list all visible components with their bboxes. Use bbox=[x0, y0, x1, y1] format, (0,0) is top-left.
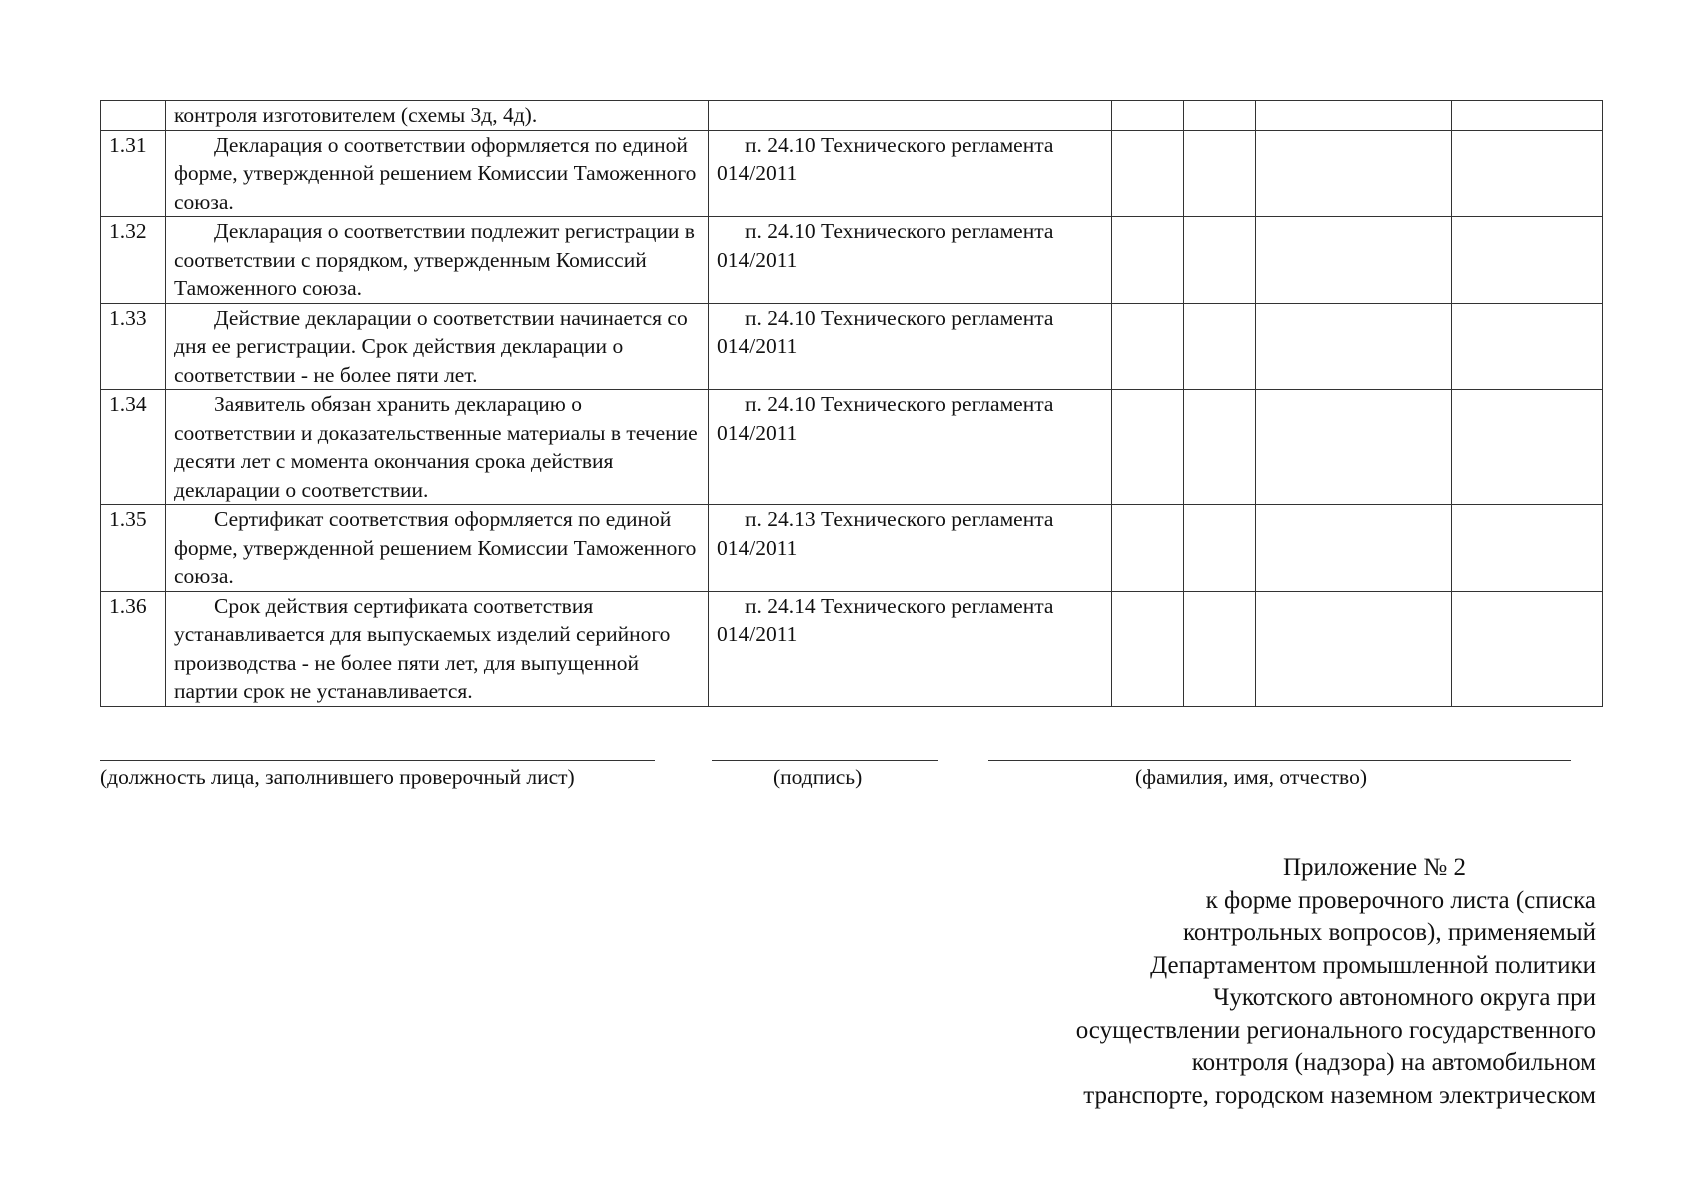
yes-cell bbox=[1112, 505, 1184, 592]
row-number-cell: 1.36 bbox=[101, 591, 166, 706]
full-name-caption: (фамилия, имя, отчество) bbox=[1135, 765, 1367, 789]
not-applicable-cell bbox=[1256, 390, 1452, 505]
note-cell bbox=[1452, 101, 1603, 131]
signature-caption: (подпись) bbox=[773, 765, 863, 789]
note-cell bbox=[1452, 591, 1603, 706]
reference-text: п. 24.10 Технического регламента 014/2011 bbox=[717, 392, 1054, 445]
not-applicable-cell bbox=[1256, 303, 1452, 390]
requirement-text: Заявитель обязан хранить декларацию о соответствии и доказательственные материалы в течение десяти лет с момента окончания срока действия декларации о соответствии. bbox=[174, 392, 698, 502]
reference-text: п. 24.13 Технического регламента 014/2011 bbox=[717, 507, 1054, 560]
signature-line bbox=[712, 760, 938, 761]
not-applicable-cell bbox=[1256, 101, 1452, 131]
not-applicable-cell bbox=[1256, 505, 1452, 592]
appendix-line: контрольных вопросов), применяемый bbox=[1183, 919, 1596, 946]
requirement-text: Срок действия сертификата соответствия устанавливается для выпускаемых изделий серийного производства - не более пяти лет, для выпущенной партии срок не устанавливается. bbox=[174, 593, 671, 703]
position-signature-line bbox=[100, 760, 655, 761]
reference-text: п. 24.10 Технического регламента 014/2011 bbox=[717, 132, 1054, 185]
no-cell bbox=[1184, 130, 1256, 217]
no-cell bbox=[1184, 101, 1256, 131]
requirement-text: контроля изготовителем (схемы 3д, 4д). bbox=[174, 103, 538, 127]
appendix-title: Приложение № 2 bbox=[1282, 854, 1466, 881]
full-name-signature-line bbox=[988, 760, 1571, 761]
appendix-line: к форме проверочного листа (списка bbox=[1205, 886, 1596, 914]
requirement-cell bbox=[166, 505, 709, 592]
requirement-text: Декларация о соответствии оформляется по единой форме, утвержденной решением Комиссии Таможенного союза. bbox=[174, 132, 697, 214]
appendix-line: Департаментом промышленной политики bbox=[1150, 951, 1596, 979]
note-cell bbox=[1452, 390, 1603, 505]
reference-cell bbox=[709, 591, 1112, 706]
note-cell bbox=[1452, 505, 1603, 592]
table-row bbox=[101, 505, 1603, 592]
row-number-cell: 1.32 bbox=[101, 217, 166, 304]
note-cell bbox=[1452, 130, 1603, 217]
row-number-cell: 1.31 bbox=[101, 130, 166, 217]
no-cell bbox=[1184, 303, 1256, 390]
note-cell bbox=[1452, 217, 1603, 304]
yes-cell bbox=[1112, 217, 1184, 304]
appendix-line: осуществлении регионального государственного bbox=[1075, 1016, 1596, 1044]
reference-cell bbox=[709, 505, 1112, 592]
appendix-line: транспорте, городском наземном электрическом bbox=[1083, 1081, 1596, 1109]
reference-text: п. 24.10 Технического регламента 014/2011 bbox=[717, 219, 1054, 272]
reference-cell bbox=[709, 101, 1112, 131]
row-number-cell: 1.33 bbox=[101, 303, 166, 390]
requirement-text: Сертификат соответствия оформляется по единой форме, утвержденной решением Комиссии Таможенного союза. bbox=[174, 507, 697, 588]
no-cell bbox=[1184, 591, 1256, 706]
reference-text: п. 24.14 Технического регламента 014/2011 bbox=[717, 593, 1054, 646]
requirement-cell bbox=[166, 591, 709, 706]
requirement-cell bbox=[166, 101, 709, 131]
no-cell bbox=[1184, 390, 1256, 505]
not-applicable-cell bbox=[1256, 130, 1452, 217]
appendix-line: контроля (надзора) на автомобильном bbox=[1191, 1049, 1596, 1076]
checklist-body bbox=[101, 101, 1603, 707]
reference-text: п. 24.10 Технического регламента 014/2011 bbox=[717, 305, 1054, 358]
no-cell bbox=[1184, 505, 1256, 592]
requirement-cell bbox=[166, 303, 709, 390]
yes-cell bbox=[1112, 303, 1184, 390]
appendix-line: Чукотского автономного округа при bbox=[1213, 984, 1596, 1011]
table-row bbox=[101, 591, 1603, 706]
yes-cell bbox=[1112, 390, 1184, 505]
position-caption: (должность лица, заполнившего проверочный лист) bbox=[100, 765, 575, 789]
yes-cell bbox=[1112, 101, 1184, 131]
reference-cell bbox=[709, 130, 1112, 217]
not-applicable-cell bbox=[1256, 591, 1452, 706]
requirement-cell bbox=[166, 390, 709, 505]
reference-cell bbox=[709, 217, 1112, 304]
not-applicable-cell bbox=[1256, 217, 1452, 304]
requirement-text: Декларация о соответствии подлежит регистрации в соответствии с порядком, утвержденным Комиссий Таможенного союза. bbox=[174, 219, 695, 300]
no-cell bbox=[1184, 217, 1256, 304]
appendix-block bbox=[1076, 852, 1596, 1112]
requirement-cell bbox=[166, 217, 709, 304]
row-number-cell bbox=[101, 101, 166, 131]
row-number-cell: 1.35 bbox=[101, 505, 166, 592]
table-row bbox=[101, 101, 1603, 131]
requirement-text: Действие декларации о соответствии начинается со дня ее регистрации. Срок действия декларации о соответствии - не более пяти лет. bbox=[174, 305, 688, 387]
note-cell bbox=[1452, 303, 1603, 390]
table-row bbox=[101, 390, 1603, 505]
table-row bbox=[101, 303, 1603, 390]
reference-cell bbox=[709, 303, 1112, 390]
yes-cell bbox=[1112, 591, 1184, 706]
table-row bbox=[101, 130, 1603, 217]
yes-cell bbox=[1112, 130, 1184, 217]
requirement-cell bbox=[166, 130, 709, 217]
reference-cell bbox=[709, 390, 1112, 505]
checklist-table bbox=[100, 100, 1603, 707]
table-row bbox=[101, 217, 1603, 304]
row-number-cell: 1.34 bbox=[101, 390, 166, 505]
